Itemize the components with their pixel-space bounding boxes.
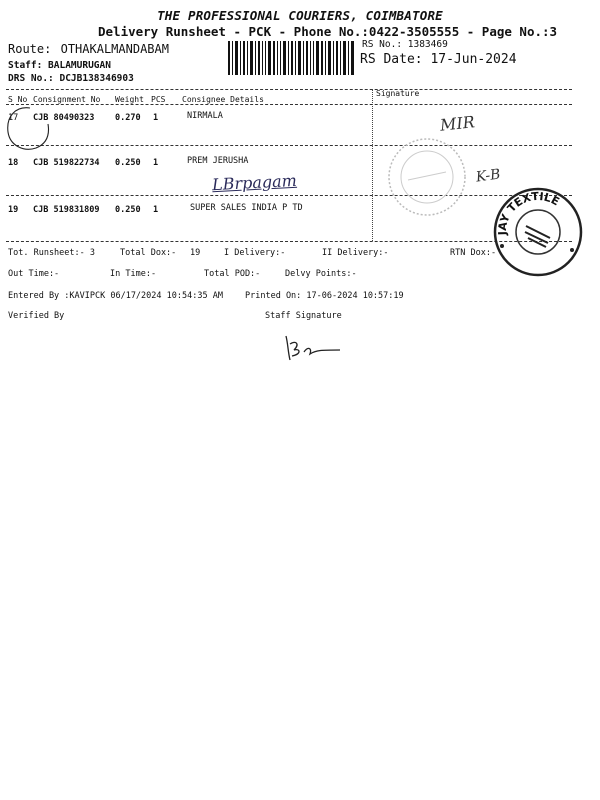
rs-number: RS No.: 1383469 bbox=[362, 39, 448, 50]
staff-signature-scribble bbox=[282, 330, 346, 364]
table-bottom-rule bbox=[6, 241, 572, 242]
staff-signature-label: Staff Signature bbox=[265, 311, 342, 321]
verified-by: Verified By bbox=[8, 311, 65, 321]
total-pod: Total POD:- bbox=[204, 269, 261, 279]
i-delivery: I Delivery:- bbox=[224, 248, 286, 258]
out-time: Out Time:- bbox=[8, 269, 60, 279]
col-consignment: Consignment No bbox=[33, 95, 101, 104]
table-top-rule bbox=[6, 89, 572, 90]
tot-runsheet: Tot. Runsheet:- 3 bbox=[8, 248, 95, 258]
rs-date: RS Date: 17-Jun-2024 bbox=[360, 52, 517, 67]
route-value: OTHAKALMANDABAM bbox=[60, 42, 169, 56]
in-time: In Time:- bbox=[110, 269, 157, 279]
col-signature: Signature bbox=[376, 89, 420, 98]
delvy-points: Delvy Points:- bbox=[285, 269, 357, 279]
printed-on: Printed On: 17-06-2024 10:57:19 bbox=[245, 291, 404, 301]
row18-handwritten-signature: K-B bbox=[475, 166, 502, 186]
row19-sno: 19 bbox=[8, 205, 19, 215]
rtn-dox: RTN Dox:- bbox=[450, 248, 497, 258]
route-line bbox=[8, 42, 169, 56]
row17-pcs: 1 bbox=[153, 113, 159, 123]
ii-delivery: II Delivery:- bbox=[322, 248, 389, 258]
hand-circle-mark bbox=[0, 100, 60, 158]
col-consignee: Consignee Details bbox=[182, 95, 264, 104]
faint-round-stamp bbox=[386, 136, 468, 218]
row17-sno: 17 bbox=[8, 113, 19, 123]
col-sno: S No bbox=[8, 95, 28, 104]
row19-pcs: 1 bbox=[153, 205, 159, 215]
company-round-stamp bbox=[492, 186, 584, 278]
row17-consignment: CJB 80490323 bbox=[33, 113, 95, 123]
row19-weight: 0.250 bbox=[115, 205, 141, 215]
row17-weight: 0.270 bbox=[115, 113, 141, 123]
route-label: Route: bbox=[8, 42, 52, 56]
signature-column-divider bbox=[372, 89, 373, 241]
row17-consignee: NIRMALA bbox=[187, 111, 223, 121]
row18-pcs: 1 bbox=[153, 158, 159, 168]
row19-consignee: SUPER SALES INDIA P TD bbox=[190, 203, 303, 213]
row18-weight: 0.250 bbox=[115, 158, 141, 168]
table-header-rule bbox=[6, 104, 572, 105]
row18-consignment: CJB 519822734 bbox=[33, 158, 100, 168]
row17-handwritten-signature: MIR bbox=[439, 112, 476, 135]
col-weight: Weight bbox=[115, 95, 144, 104]
row18-rule bbox=[6, 195, 572, 196]
row18-consignee: PREM JERUSHA bbox=[187, 156, 249, 166]
document-title: THE PROFESSIONAL COURIERS, COIMBATORE bbox=[157, 8, 443, 23]
row19-consignment: CJB 519831809 bbox=[33, 205, 100, 215]
row17-rule bbox=[6, 145, 572, 146]
entered-by: Entered By :KAVIPCK 06/17/2024 10:54:35 AM bbox=[8, 291, 223, 301]
total-dox-value: 19 bbox=[190, 248, 201, 258]
runsheet-subtitle: Delivery Runsheet - PCK - Phone No.:0422-3505555 - Page No.:3 bbox=[98, 24, 558, 39]
row18-sno: 18 bbox=[8, 158, 19, 168]
barcode-icon bbox=[228, 41, 354, 75]
svg-text:JAY TEXTILE: JAY TEXTILE bbox=[495, 189, 562, 236]
drs-number: DRS No.: DCJB138346903 bbox=[8, 73, 134, 84]
staff-line: Staff: BALAMURUGAN bbox=[8, 60, 111, 71]
total-dox-label: Total Dox:- bbox=[120, 248, 177, 258]
col-pcs: PCS bbox=[151, 95, 166, 104]
row18-handwritten-name: LBrpagam bbox=[211, 170, 298, 195]
